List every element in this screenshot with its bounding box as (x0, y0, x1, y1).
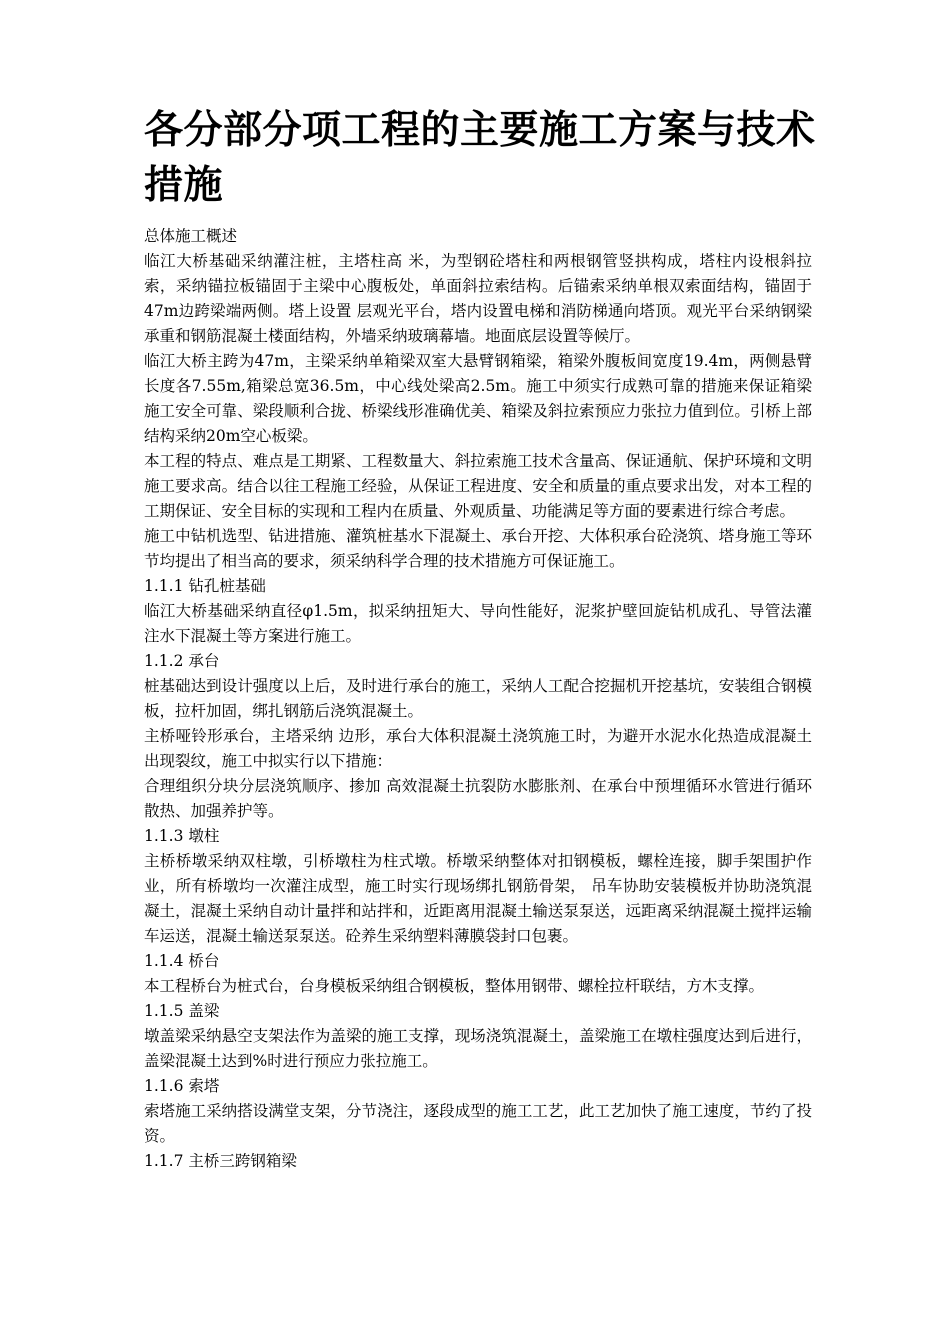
section-heading: 1.1.3 墩柱 (144, 827, 220, 845)
section-heading: 1.1.6 索塔 (144, 1077, 220, 1095)
body-paragraph: 桩基础达到设计强度以上后，及时进行承台的施工，采纳人工配合挖掘机开挖基坑，安装组合钢模板，拉杆加固，绑扎钢筋后浇筑混凝土。 (144, 677, 812, 720)
body-paragraph: 墩盖梁采纳悬空支架法作为盖梁的施工支撑，现场浇筑混凝土，盖梁施工在墩柱强度达到后进行，盖梁混凝土达到%时进行预应力张拉施工。 (144, 1027, 812, 1070)
body-paragraph: 临江大桥基础采纳直径φ1.5m，拟采纳扭矩大、导向性能好，泥浆护壁回旋钻机成孔、导管法灌注水下混凝土等方案进行施工。 (144, 602, 812, 645)
section-heading: 1.1.1 钻孔桩基础 (144, 577, 266, 595)
section-heading: 总体施工概述 (144, 227, 238, 245)
body-paragraph: 本工程的特点、难点是工期紧、工程数量大、斜拉索施工技术含量高、保证通航、保护环境和文明施工要求高。结合以往工程施工经验，从保证工程进度、安全和质量的重点要求出发，对本工程的工期保证、安全目标的实现和工程内在质量、外观质量、功能满足等方面的要素进行综合考虑。 (144, 452, 812, 520)
body-paragraph: 主桥桥墩采纳双柱墩，引桥墩柱为柱式墩。桥墩采纳整体对扣钢模板，螺栓连接，脚手架围护作业，所有桥墩均一次灌注成型，施工时实行现场绑扎钢筋骨架， 吊车协助安装模板并协助浇筑混凝土，混凝土采纳自动计量拌和站拌和，近距离用混凝土输送泵泵送，远距离采纳混凝土搅拌运输车运送，混凝土输送泵泵送。砼养生采纳塑料薄膜袋封口包裹。 (144, 852, 812, 945)
section-heading: 1.1.7 主桥三跨钢箱梁 (144, 1152, 297, 1170)
body-paragraph: 主桥哑铃形承台，主塔采纳 边形，承台大体积混凝土浇筑施工时，为避开水泥水化热造成混凝土出现裂纹，施工中拟实行以下措施： (144, 727, 812, 770)
section-heading: 1.1.4 桥台 (144, 952, 220, 970)
section-heading: 1.1.5 盖梁 (144, 1002, 220, 1020)
document-title: 各分部分项工程的主要施工方案与技术措施 (144, 107, 816, 208)
section-heading: 1.1.2 承台 (144, 652, 220, 670)
body-paragraph: 本工程桥台为桩式台，台身模板采纳组合钢模板，整体用钢带、螺栓拉杆联结，方木支撑。 (144, 977, 765, 995)
document-body (144, 224, 812, 1174)
body-paragraph: 临江大桥主跨为47m，主梁采纳单箱梁双室大悬臂钢箱梁，箱梁外腹板间宽度19.4m，两侧悬臂长度各7.55m,箱梁总宽36.5m，中心线处梁高2.5m。施工中须实行成熟可靠的措施来保证箱梁施工安全可靠、梁段顺利合拢、桥梁线形准确优美、箱梁及斜拉索预应力张拉力值到位。引桥上部结构采纳20m空心板梁。 (144, 352, 812, 445)
body-paragraph: 合理组织分块分层浇筑顺序、掺加 高效混凝土抗裂防水膨胀剂、在承台中预埋循环水管进行循环散热、加强养护等。 (144, 777, 812, 820)
body-paragraph: 施工中钻机选型、钻进措施、灌筑桩基水下混凝土、承台开挖、大体积承台砼浇筑、塔身施工等环节均提出了相当高的要求，须采纳科学合理的技术措施方可保证施工。 (144, 527, 812, 570)
body-paragraph: 临江大桥基础采纳灌注桩，主塔柱高 米，为型钢砼塔柱和两根钢管竖拱构成，塔柱内设根斜拉索，采纳锚拉板锚固于主梁中心腹板处，单面斜拉索结构。后锚索采纳单根双索面结构，锚固于47m边跨梁端两侧。塔上设置 层观光平台，塔内设置电梯和消防梯通向塔顶。观光平台采纳钢梁承重和钢筋混凝土楼面结构，外墙采纳玻璃幕墙。地面底层设置等候厅。 (144, 252, 812, 345)
body-paragraph: 索塔施工采纳搭设满堂支架，分节浇注，逐段成型的施工工艺，此工艺加快了施工速度，节约了投资。 (144, 1102, 812, 1145)
